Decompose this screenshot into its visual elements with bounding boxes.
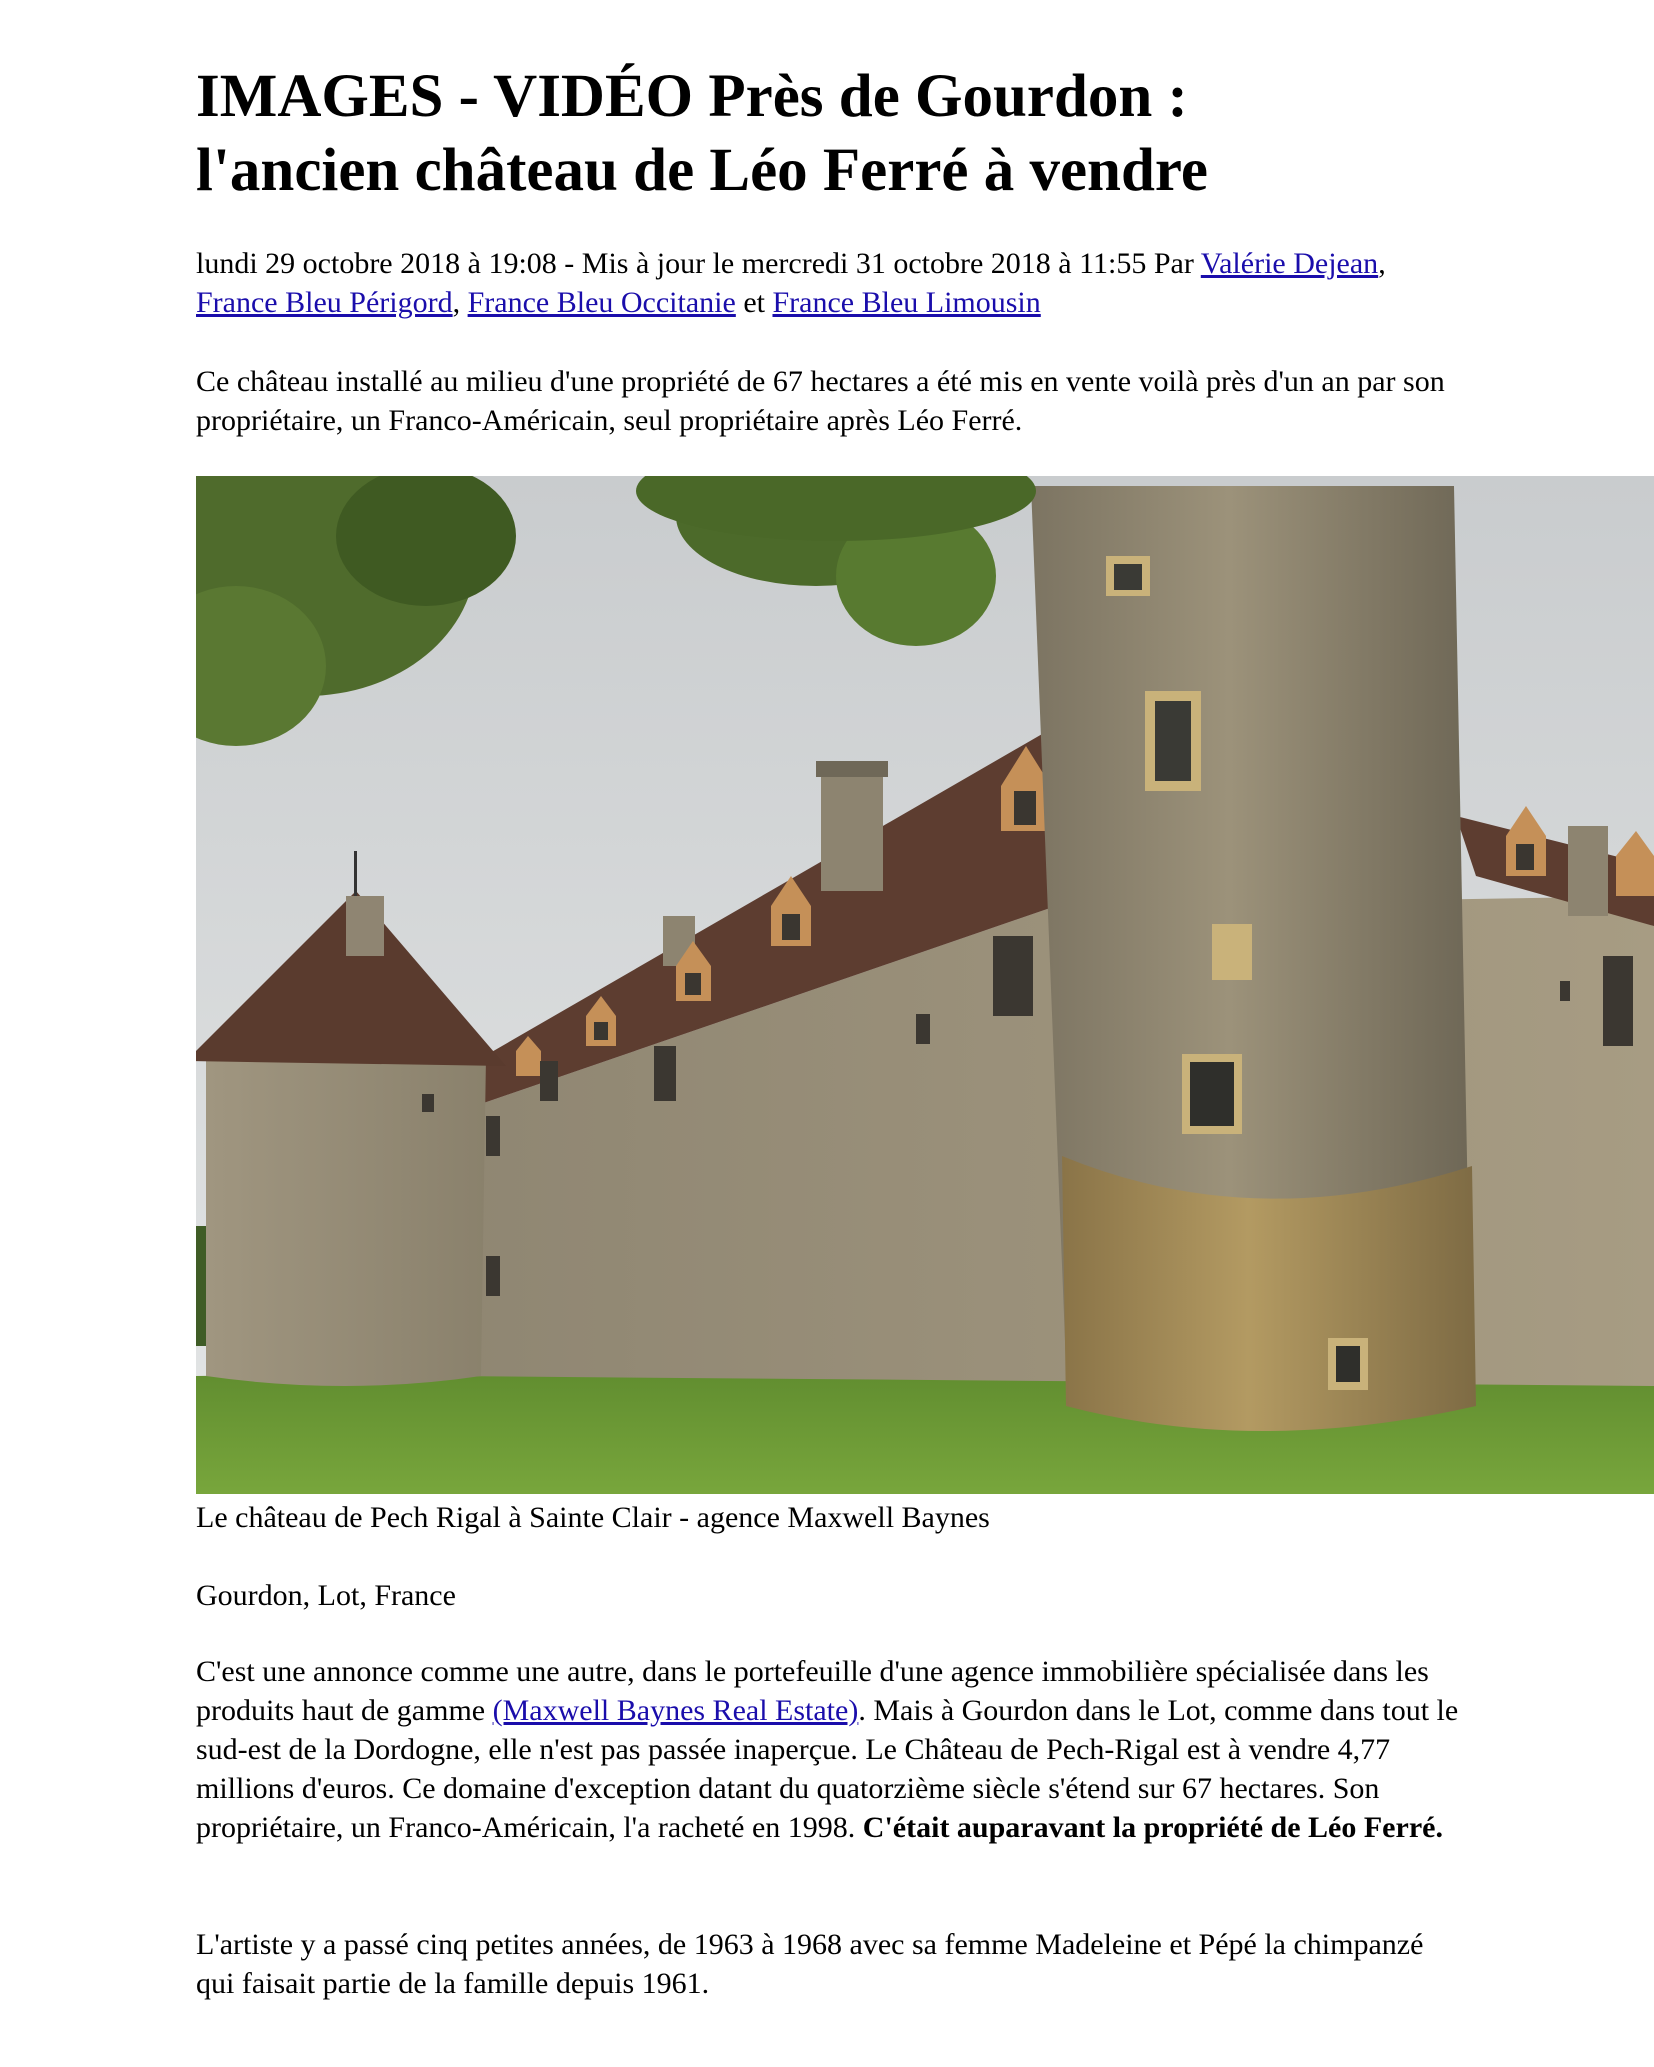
- body-paragraph-2: L'artiste y a passé cinq petites années, de 1963 à 1968 avec sa femme Madeleine et Pépé la chimpanzé qui faisait partie de la famille depuis 1961.: [196, 1928, 1424, 2000]
- station-link-occitanie[interactable]: France Bleu Occitanie: [467, 286, 736, 319]
- publish-date: lundi 29 octobre 2018 à 19:08 - Mis à jour le mercredi 31 octobre 2018 à 11:55 Par: [196, 247, 1201, 280]
- article-title: [196, 60, 1456, 208]
- body1-text-after: . Mais à Gourdon dans le Lot, comme dans tout le sud-est de la Dordogne, elle n'est pas passée inaperçue. Le Château de Pech-Rigal est à vendre 4,77 millions d'euros. Ce domaine d'exception datant du quatorzième siècle s'étend sur 67 hectares. Son propriétaire, un Franco-Américain, l'a racheté en 1998.: [196, 1694, 1459, 1844]
- dateline: Gourdon, Lot, France: [196, 1579, 456, 1612]
- meta-separator: ,: [452, 286, 468, 319]
- author-link[interactable]: Valérie Dejean: [1200, 247, 1379, 280]
- article-lead: Ce château installé au milieu d'une propriété de 67 hectares a été mis en vente voilà près d'un an par son propriétaire, un Franco-Américain, seul propriétaire après Léo Ferré.: [196, 365, 1445, 437]
- title-line-2: l'ancien château de Léo Ferré à vendre: [196, 137, 1208, 204]
- body-paragraph-1: [196, 1652, 1466, 1847]
- chateau-photo: [196, 476, 1654, 1494]
- body1-bold: C'était auparavant la propriété de Léo Ferré.: [862, 1811, 1443, 1844]
- body1-text: C'est une annonce comme une autre, dans le portefeuille d'une agence immobilière spécialisée dans les produits haut de gamme: [196, 1655, 1429, 1727]
- station-link-limousin[interactable]: France Bleu Limousin: [772, 286, 1041, 319]
- meta-separator: et: [735, 286, 773, 319]
- agency-link[interactable]: (Maxwell Baynes Real Estate): [492, 1694, 859, 1727]
- article-meta: [196, 244, 1446, 322]
- meta-separator: ,: [1378, 247, 1386, 280]
- title-line-1: IMAGES - VIDÉO Près de Gourdon :: [196, 63, 1188, 130]
- photo-caption: Le château de Pech Rigal à Sainte Clair - agence Maxwell Baynes: [196, 1501, 990, 1534]
- station-link-perigord[interactable]: France Bleu Périgord: [196, 286, 453, 319]
